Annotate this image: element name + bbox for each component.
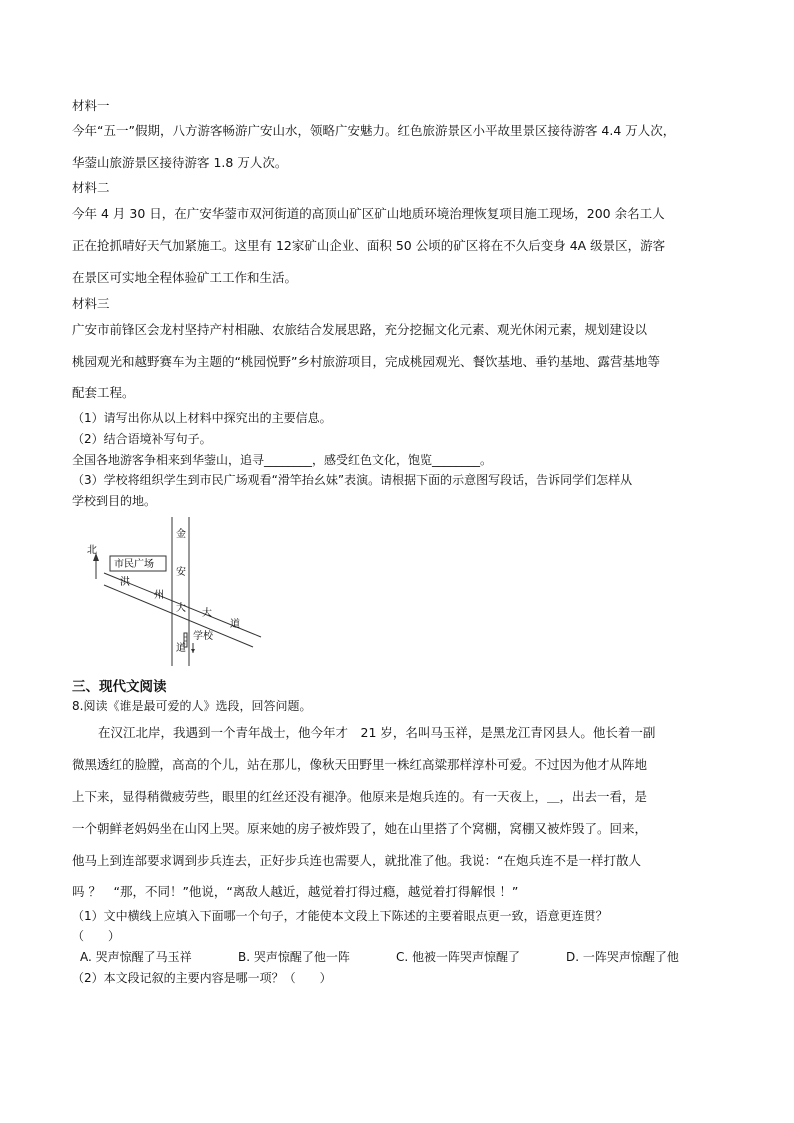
passage-line-2: 微黑透红的脸膛，高高的个儿，站在那儿，像秋天田野里一株红高粱那样淳朴可爱。不过因为他才从阵地 bbox=[72, 757, 648, 772]
passage-line-3: 上下来，显得稍微疲劳些，眼里的红丝还没有褪净。他原来是炮兵连的。有一天夜上，＿，出去一看，是 bbox=[72, 789, 648, 804]
section-intro: 8.阅读《谁是最可爱的人》选段，回答问题。 bbox=[72, 699, 312, 713]
school-label: 学校 bbox=[193, 631, 213, 642]
reading-question-1: （1）文中横线上应填入下面哪一个句子，才能使本文段上下陈述的主要着眼点更一致，语意更连贯？ bbox=[72, 909, 608, 923]
road-ew-char-4: 道 bbox=[230, 619, 240, 630]
material3-line-2: 桃园观光和越野赛车为主题的“桃园悦野”乡村旅游项目，完成桃园观光、餐饮基地、垂钓基地、露营基地等 bbox=[72, 354, 660, 369]
material3-title: 材料三 bbox=[72, 296, 110, 311]
question-2-text: 全国各地游客争相来到华蓥山，追寻________，感受红色文化，饱览________。 bbox=[72, 453, 493, 467]
road-ns-char-3: 大 bbox=[176, 603, 186, 614]
road-ns-char-1: 金 bbox=[176, 529, 186, 540]
hongzhou-road-south-edge bbox=[104, 585, 253, 647]
material3-line-1: 广安市前锋区会龙村坚持产村相融、农旅结合发展思路，充分挖掘文化元素、观光休闲元素，规划建设以 bbox=[72, 322, 648, 337]
plaza-box bbox=[110, 556, 166, 571]
question-3-line-2: 学校到目的地。 bbox=[72, 494, 157, 508]
passage-line-1: 在汉江北岸，我遇到一个青年战士，他今年才 21 岁，名叫马玉祥，是黑龙江青冈县人。他长着一副 bbox=[98, 725, 656, 740]
plaza-label: 市民广场 bbox=[114, 559, 154, 570]
option-a: A. 哭声惊醒了马玉祥 bbox=[80, 950, 192, 964]
route-map bbox=[80, 515, 280, 667]
passage-line-6: 吗 ？ “那，不同！”他说，“离敌人越近，越觉着打得过瘾，越觉着打得解恨 ！” bbox=[72, 884, 519, 899]
question-1: （1）请写出你从以上材料中探究出的主要信息。 bbox=[72, 411, 332, 425]
material2-line-3: 在景区可实地全程体验矿工工作和生活。 bbox=[72, 270, 298, 285]
option-b: B. 哭声惊醒了他一阵 bbox=[238, 950, 350, 964]
option-d: D. 一阵哭声惊醒了他 bbox=[566, 950, 679, 964]
option-c: C. 他被一阵哭声惊醒了 bbox=[396, 950, 521, 964]
section-heading: 三、现代文阅读 bbox=[72, 679, 167, 695]
road-ew-char-2: 州 bbox=[154, 590, 164, 601]
material2-line-1: 今年 4 月 30 日，在广安华蓥市双河街道的高顶山矿区矿山地质环境治理恢复项目施工现场，200 余名工人 bbox=[72, 206, 665, 221]
passage-line-5: 他马上到连部要求调到步兵连去，正好步兵连也需要人，就批准了他。我说：“在炮兵连不是一样打散人 bbox=[72, 853, 641, 868]
question-3-line-1: （3）学校将组织学生到市民广场观看“滑竿抬幺妹”表演。请根据下面的示意图写段话，告诉同学们怎样从 bbox=[72, 473, 633, 487]
road-ns-char-2: 安 bbox=[176, 567, 186, 578]
north-arrow bbox=[93, 553, 99, 579]
material2-line-2: 正在抢抓晴好天气加紧施工。这里有 12家矿山企业、面积 50 公顷的矿区将在不久后变身 4A 级景区，游客 bbox=[72, 238, 666, 253]
question-2: （2）结合语境补写句子。 bbox=[72, 432, 212, 446]
road-ns-char-4: 道 bbox=[176, 643, 186, 654]
north-label: 北 bbox=[87, 545, 97, 556]
material2-title: 材料二 bbox=[72, 180, 110, 195]
passage-line-4: 一个朝鲜老妈妈坐在山冈上哭。原来她的房子被炸毁了，她在山里搭了个窝棚，窝棚又被炸毁了。回来， bbox=[72, 821, 648, 836]
road-ew-char-1: 洪 bbox=[120, 577, 130, 588]
road-ew-char-3: 大 bbox=[202, 608, 212, 619]
material1-line-1: 今年“五一”假期，八方游客畅游广安山水，领略广安魅力。红色旅游景区小平故里景区接待游客 4.4 万人次， bbox=[72, 123, 676, 138]
material1-title: 材料一 bbox=[72, 98, 110, 113]
material1-line-2: 华蓥山旅游景区接待游客 1.8 万人次。 bbox=[72, 155, 288, 170]
reading-question-1-paren: （ ） bbox=[72, 929, 121, 943]
material3-line-3: 配套工程。 bbox=[72, 385, 135, 400]
reading-question-2: （2）本文段记叙的主要内容是哪一项？（ ） bbox=[72, 971, 332, 985]
